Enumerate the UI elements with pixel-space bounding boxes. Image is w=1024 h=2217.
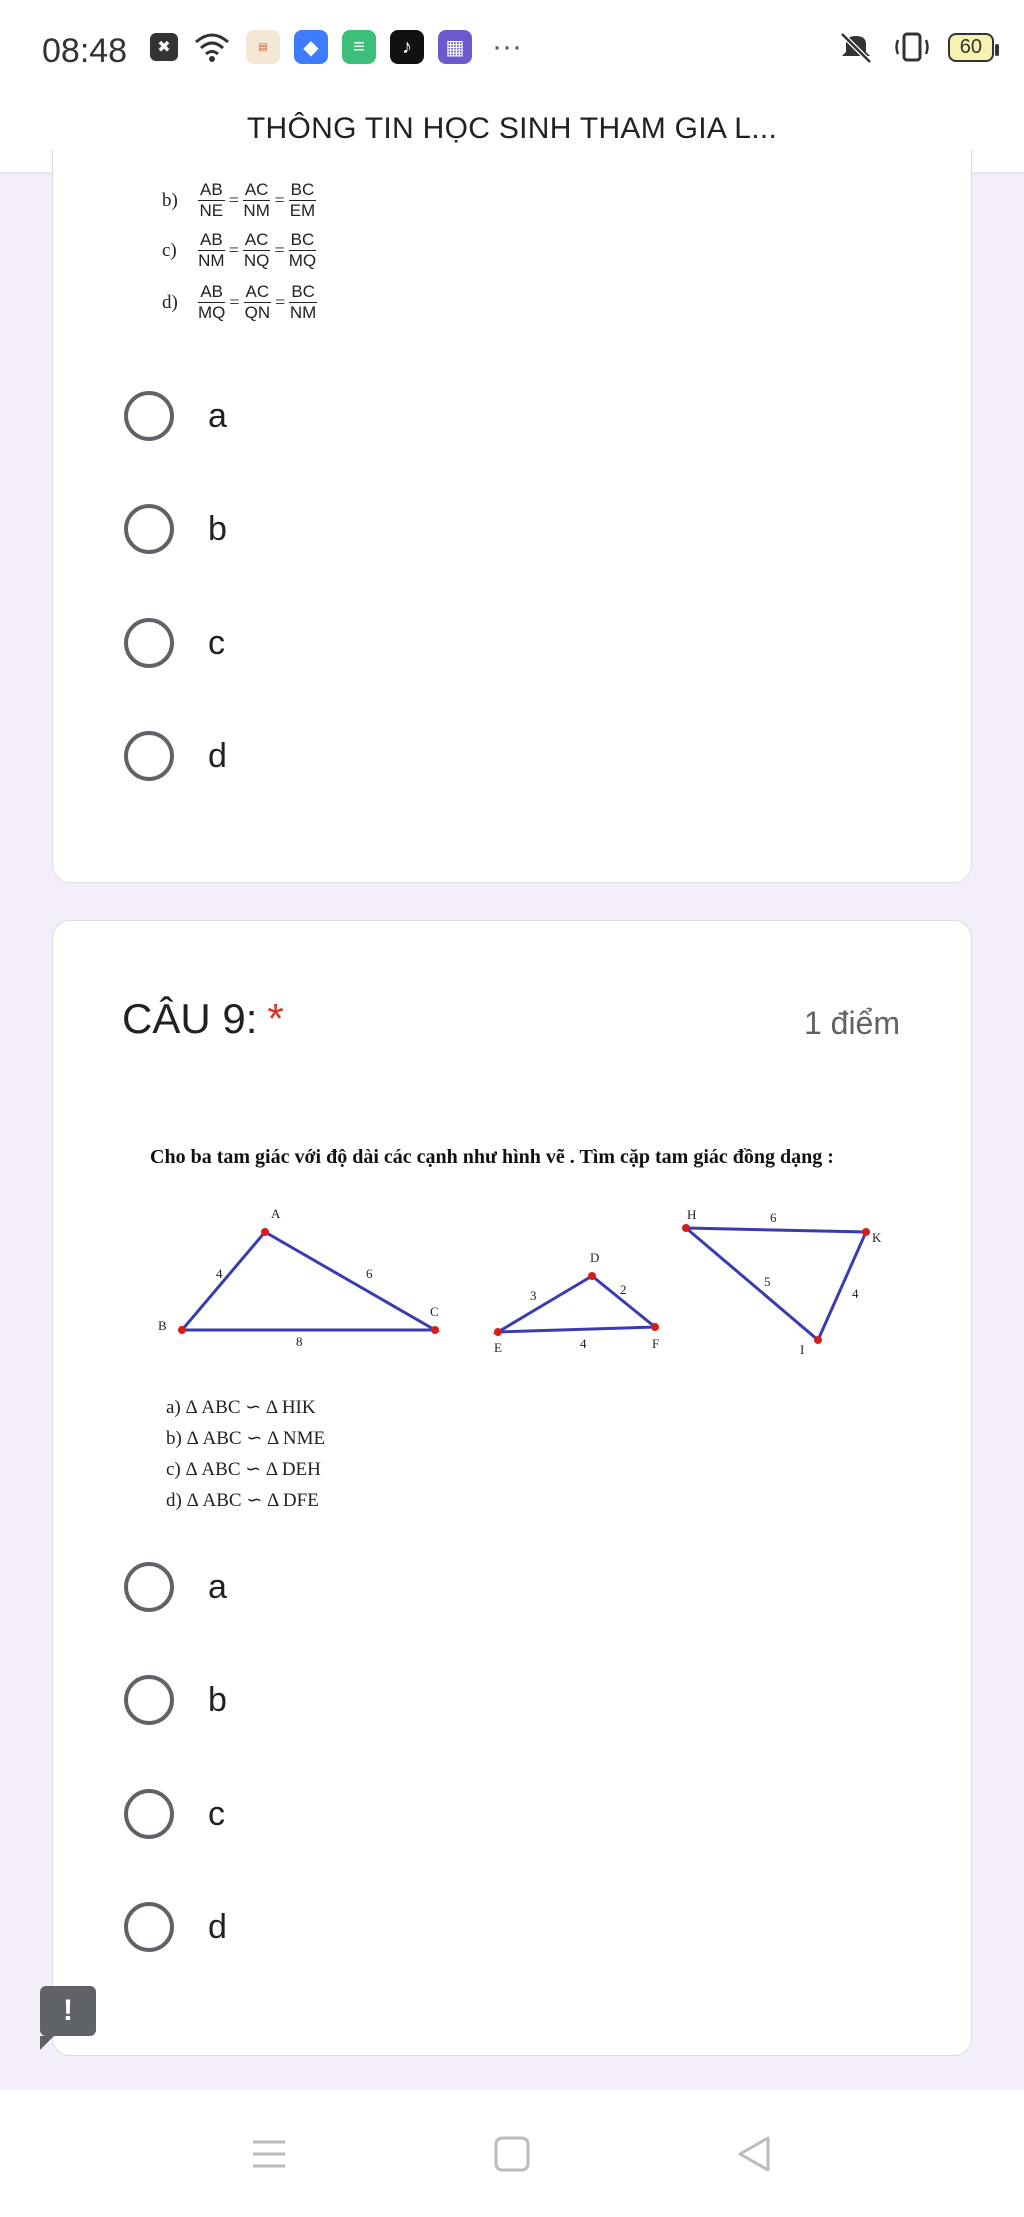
radio-button[interactable]: [124, 618, 174, 668]
q9-option-a[interactable]: a: [124, 1562, 227, 1612]
report-feedback-button[interactable]: !: [40, 1986, 96, 2036]
svg-text:C: C: [430, 1304, 439, 1319]
svg-text:A: A: [271, 1206, 281, 1221]
answer-choices-text: a) Δ ABC ∽ Δ HIK b) Δ ABC ∽ Δ NME c) Δ ABC ∽ Δ DEH d) Δ ABC ∽ Δ DFE: [166, 1397, 326, 1511]
battery-indicator: 60: [948, 33, 994, 62]
page-title: THÔNG TIN HỌC SINH THAM GIA L...: [246, 112, 778, 145]
fraction-row-d: d) $\frac{AB}{MQ}$ = $\frac{AC}{QN}$ = $\frac{BC}{NM}$: [162, 282, 317, 322]
svg-text:D: D: [590, 1250, 600, 1265]
q8-option-a[interactable]: a: [124, 391, 227, 441]
wifi-icon: [192, 30, 232, 64]
home-icon[interactable]: [492, 2134, 532, 2174]
radio-button[interactable]: [124, 504, 174, 554]
tiktok-icon: ♪: [390, 30, 424, 64]
status-time: 08:48: [42, 32, 128, 70]
svg-text:B: B: [158, 1318, 167, 1333]
q8-option-b[interactable]: b: [124, 504, 227, 554]
svg-text:4: 4: [216, 1266, 223, 1281]
svg-text:F: F: [652, 1336, 660, 1351]
question-prompt: Cho ba tam giác với độ dài các cạnh như hình vẽ . Tìm cặp tam giác đồng dạng :: [150, 1146, 834, 1168]
q8-option-c[interactable]: c: [124, 618, 225, 668]
triangle-abc: [158, 1206, 439, 1349]
status-bar: [0, 0, 1024, 100]
system-nav-bar: [0, 2090, 1024, 2217]
mute-icon: [836, 30, 876, 64]
triangles-figure: [150, 1200, 910, 1360]
radio-button[interactable]: [124, 1675, 174, 1725]
app-icon: ▦: [438, 30, 472, 64]
status-right: [836, 30, 994, 64]
radio-button[interactable]: [124, 1562, 174, 1612]
q9-option-b[interactable]: b: [124, 1675, 227, 1725]
svg-text:K: K: [872, 1230, 882, 1245]
notification-icon: ✖: [150, 33, 178, 61]
q8-option-d[interactable]: d: [124, 731, 227, 781]
triangle-def: [494, 1250, 659, 1355]
vibrate-icon: [892, 30, 932, 64]
status-icons: [150, 30, 522, 64]
svg-text:4: 4: [580, 1336, 587, 1351]
radio-button[interactable]: [124, 1789, 174, 1839]
fraction-row-c: c) $\frac{AB}{NM}$ = $\frac{AC}{NQ}$ = $\frac{BC}{MQ}$: [162, 230, 317, 270]
svg-text:2: 2: [620, 1282, 627, 1297]
more-icon: ···: [492, 30, 522, 63]
svg-text:E: E: [494, 1340, 502, 1355]
svg-text:8: 8: [296, 1334, 303, 1349]
triangle-hki: [682, 1207, 882, 1357]
svg-text:4: 4: [852, 1286, 859, 1301]
question-title: CÂU 9: *: [122, 995, 284, 1042]
menu-icon[interactable]: [249, 2134, 289, 2174]
question-points: 1 điểm: [803, 1005, 900, 1041]
svg-text:3: 3: [530, 1288, 537, 1303]
fraction-row-b: b) $\frac{AB}{NE}$ = $\frac{AC}{NM}$ = $\frac{BC}{EM}$: [162, 180, 316, 220]
radio-button[interactable]: [124, 1902, 174, 1952]
q9-option-d[interactable]: d: [124, 1902, 227, 1952]
svg-text:I: I: [800, 1342, 805, 1357]
back-icon[interactable]: [734, 2134, 774, 2174]
svg-text:6: 6: [366, 1266, 373, 1281]
app-icon: ≡: [342, 30, 376, 64]
radio-button[interactable]: [124, 391, 174, 441]
radio-button[interactable]: [124, 731, 174, 781]
q9-option-c[interactable]: c: [124, 1789, 225, 1839]
required-mark: *: [267, 995, 284, 1042]
app-icon: ▤: [246, 30, 280, 64]
app-icon: ◆: [294, 30, 328, 64]
svg-text:5: 5: [764, 1274, 771, 1289]
svg-text:6: 6: [770, 1210, 777, 1225]
svg-text:H: H: [687, 1207, 697, 1222]
